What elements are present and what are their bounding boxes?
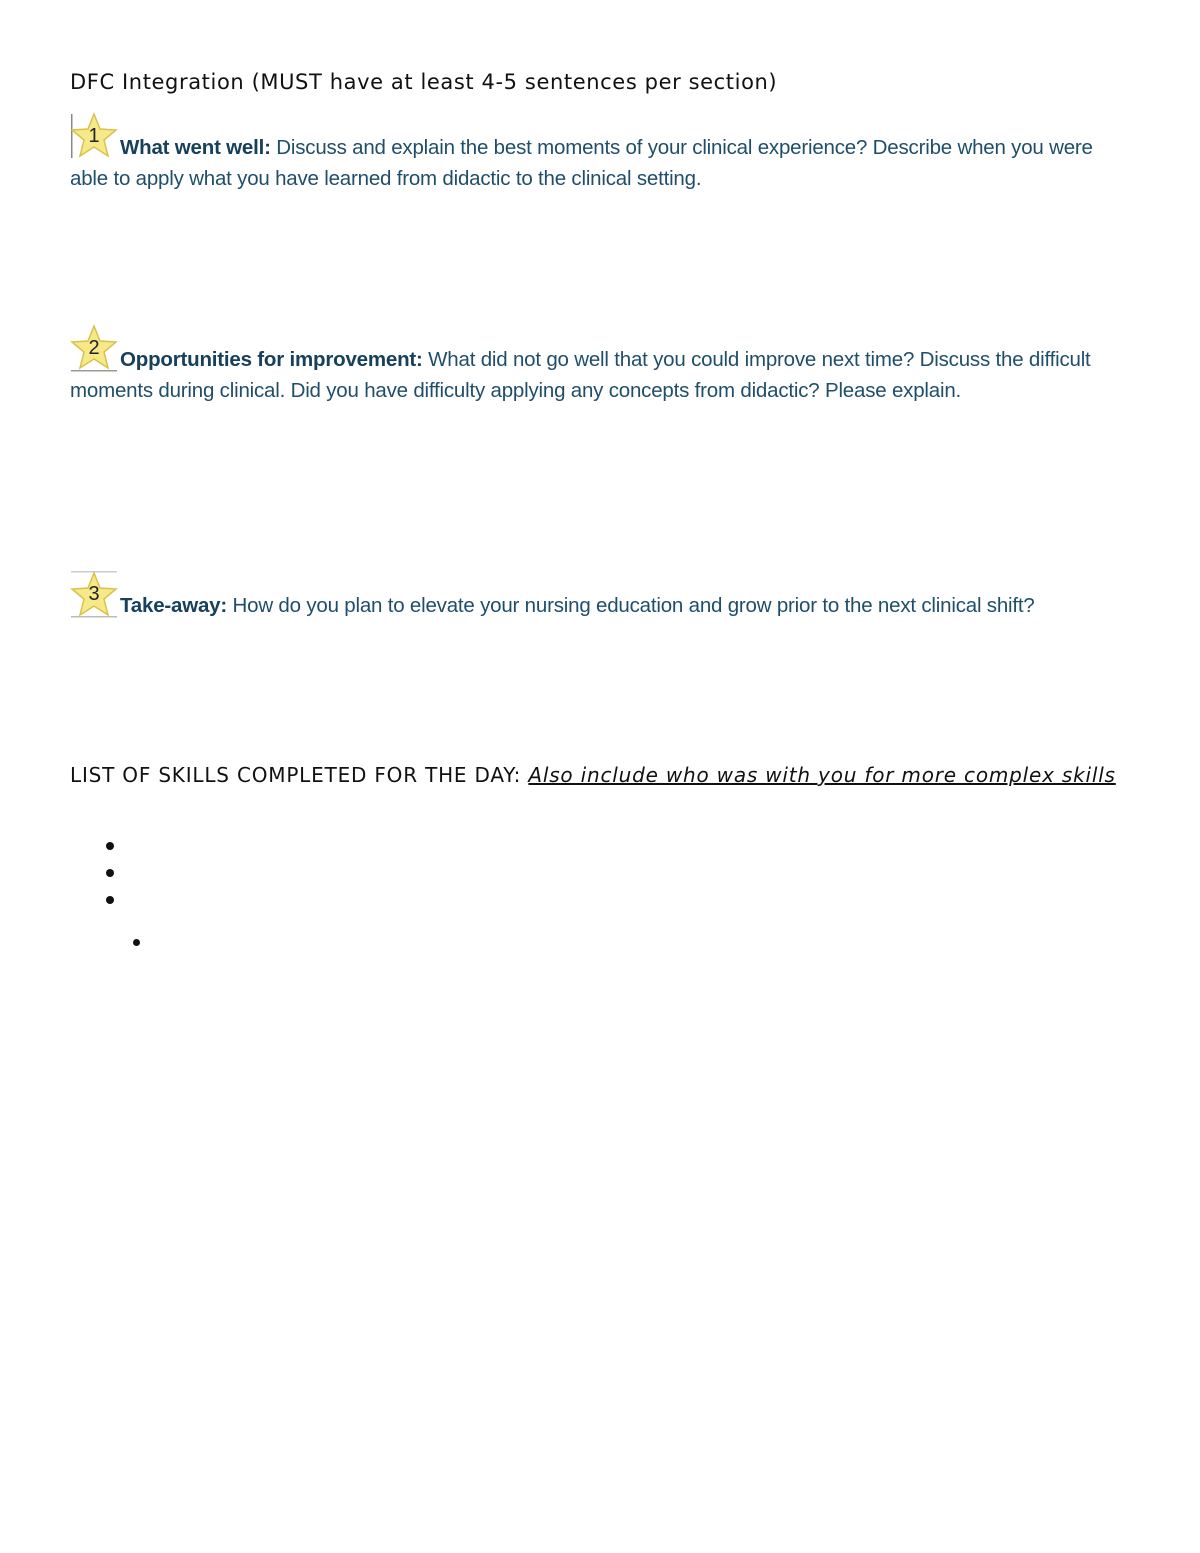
section-number: 1 [88, 125, 100, 147]
section-take-away [70, 570, 1130, 621]
section-prompt: What did not go well that you could improve next time? Discuss the difficult moments during clinical. Did you have difficulty applying any concepts from didactic? Please explain. [70, 348, 1091, 402]
star-icon [70, 570, 118, 618]
list-item[interactable] [106, 842, 114, 850]
section-number: 2 [88, 337, 100, 359]
skills-section [70, 762, 1140, 789]
star-icon [70, 324, 118, 372]
page-title: DFC Integration (MUST have at least 4-5 sentences per section) [70, 70, 778, 94]
section-label: What went well: [120, 136, 271, 159]
list-item[interactable] [106, 869, 114, 877]
section-what-went-well [70, 112, 1130, 194]
list-item[interactable] [106, 896, 114, 904]
section-label: Opportunities for improvement: [120, 348, 423, 371]
star-icon [70, 112, 118, 160]
list-item[interactable] [133, 939, 140, 946]
skills-heading: LIST OF SKILLS COMPLETED FOR THE DAY: [70, 763, 522, 787]
section-prompt: How do you plan to elevate your nursing education and grow prior to the next clinical shift? [227, 594, 1035, 617]
section-opportunities-for-improvement [70, 324, 1130, 406]
section-number: 3 [88, 583, 100, 605]
section-prompt: Discuss and explain the best moments of your clinical experience? Describe when you were able to apply what you have learned from didactic to the clinical setting. [70, 136, 1093, 190]
skills-note: Also include who was with you for more complex skills [528, 763, 1116, 787]
section-label: Take-away: [120, 594, 228, 617]
